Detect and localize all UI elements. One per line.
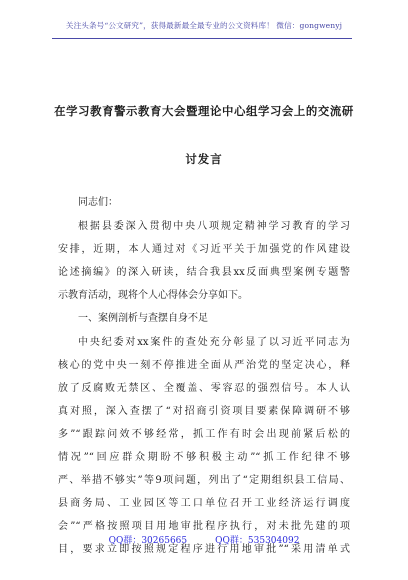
footer-qq-group-2: QQ群：535304092 [215, 536, 300, 546]
paragraph-line: 严、举措不够实”等9项问题，列出了“定期组织县工信局、 [58, 475, 350, 486]
footer-contact [0, 533, 408, 546]
paragraph-line: 论述摘编》的深入研读，结合我县xx反面典型案例专题警 [58, 267, 350, 278]
document-title-line-2: 讨发言 [185, 152, 223, 166]
paragraph-line: 放了反腐败无禁区、全覆盖、零容忍的强烈信号。本人认 [58, 383, 350, 394]
paragraph-line: 多”“跟踪问效不够经常，抓工作有时会出现前紧后松的 [58, 429, 350, 440]
paragraph-line: 示教育活动，现将个人心得体会分享如下。 [58, 290, 248, 301]
salutation: 同志们： [78, 197, 118, 208]
document-title-line-1: 在学习教育警示教育大会暨理论中心组学习会上的交流研 [54, 104, 354, 118]
paragraph-line: 核心的党中央一刻不停推进全面从严治党的坚定决心，释 [58, 360, 350, 371]
paragraph-line: 中央纪委对xx案件的查处充分彰显了以习近平同志为 [78, 337, 350, 348]
paragraph-line: 真对照，深入查摆了“对招商引资项目要素保障调研不够 [58, 406, 350, 417]
paragraph-line: 安排，近期，本人通过对《习近平关于加强党的作风建设 [58, 244, 350, 255]
paragraph-line: 县商务局、工业园区等工口单位召开工业经济运行调度 [58, 498, 350, 509]
paragraph-line: 会”“严格按照项目用地审批程序执行，对未批先建的项 [58, 521, 350, 532]
paragraph-line: 情况”“回应群众期盼不够积极主动”“抓工作纪律不够 [58, 452, 350, 463]
footer-qq-group-1: QQ群：30265665 [108, 536, 188, 546]
header-divider [52, 38, 352, 39]
paragraph-line: 目，要求立即按照规定程序进行用地审批”“采用清单式 [58, 544, 350, 555]
paragraph-line: 根据县委深入贯彻中央八项规定精神学习教育的学习 [78, 221, 350, 232]
header-banner: 关注头条号“公文研究”，获得最新最全最专业的公文资料库！ 微信：gongwenyj [65, 21, 343, 30]
section-heading: 一、案例剖析与查摆自身不足 [78, 313, 208, 324]
